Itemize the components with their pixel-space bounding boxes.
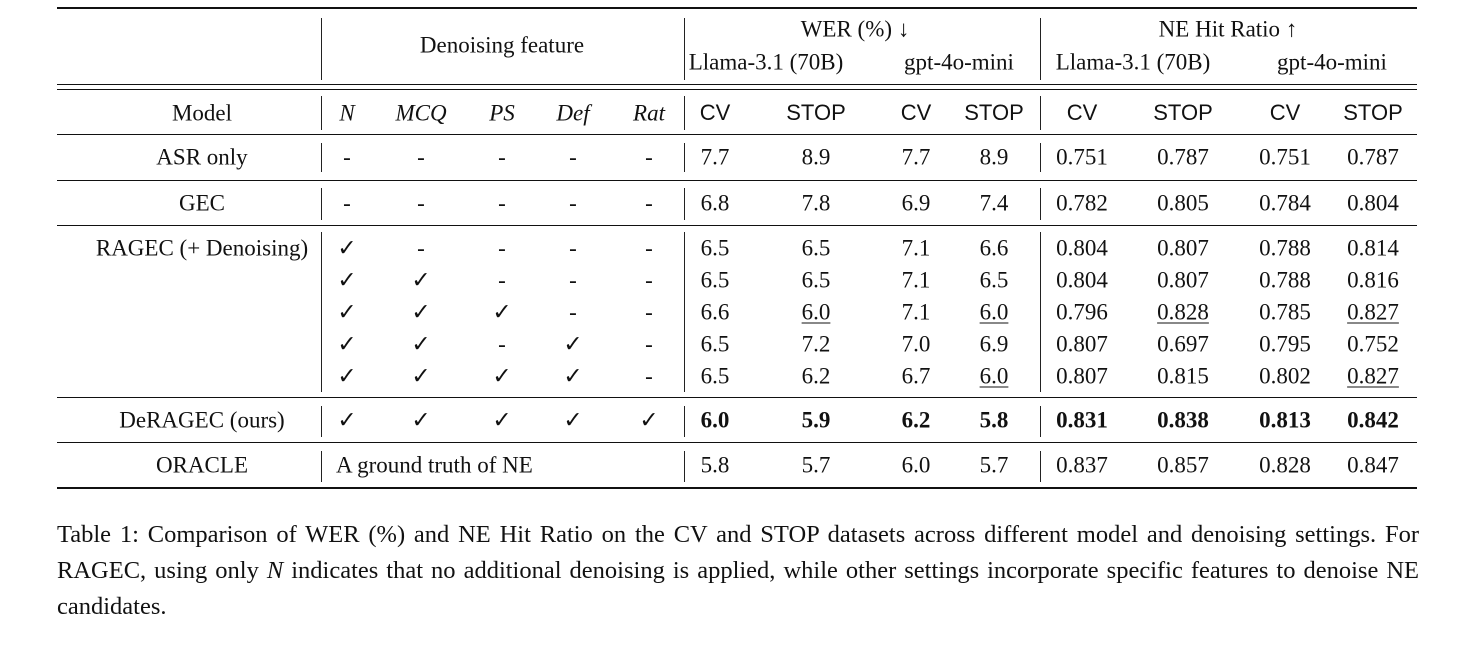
feature-absent-dash: - xyxy=(645,363,653,389)
feature-header-rat: Rat xyxy=(633,100,665,126)
table-cell-value: 6.6 xyxy=(700,299,730,325)
column-separator-5-0 xyxy=(321,406,322,437)
table-cell-value: 6.5 xyxy=(801,267,831,293)
column-separator-6-2 xyxy=(1040,451,1041,482)
feature-header-ps: PS xyxy=(489,100,515,126)
feature-header-mcq: MCQ xyxy=(395,100,447,126)
feature-absent-dash: - xyxy=(498,144,506,170)
table-cell-value: 0.752 xyxy=(1347,331,1399,357)
table-cell-value: 7.1 xyxy=(901,235,931,261)
dataset-header-stop: STOP xyxy=(786,100,846,125)
table-cell-value: 0.814 xyxy=(1347,235,1399,261)
feature-check-icon: ✓ xyxy=(492,363,512,389)
column-separator-5-1 xyxy=(684,406,685,437)
column-separator-3-1 xyxy=(684,188,685,220)
table-cell-value: 0.847 xyxy=(1347,452,1399,478)
row-model-label: ORACLE xyxy=(156,452,248,478)
feature-check-icon: ✓ xyxy=(492,299,512,325)
table-cell-value: 5.9 xyxy=(801,407,831,433)
column-separator-0-1 xyxy=(684,18,685,80)
table-cell-value: 0.804 xyxy=(1056,267,1108,293)
table-cell-value: 7.1 xyxy=(901,299,931,325)
table-cell-value: 0.788 xyxy=(1259,235,1311,261)
dataset-header-stop: STOP xyxy=(1153,100,1213,125)
table-cell-value: 6.0 xyxy=(700,407,730,433)
model-column-header: Model xyxy=(171,100,233,126)
column-separator-0-0 xyxy=(321,18,322,80)
table-cell-value: 0.837 xyxy=(1056,452,1108,478)
feature-absent-dash: - xyxy=(498,267,506,293)
table-cell-value: 5.7 xyxy=(979,452,1009,478)
table-cell-value: 0.804 xyxy=(1056,235,1108,261)
table-cell-value: 8.9 xyxy=(801,144,831,170)
ne-hit-header: NE Hit Ratio ↑ xyxy=(1158,16,1298,42)
feature-absent-dash: - xyxy=(645,190,653,216)
table-cell-value: 6.7 xyxy=(901,363,931,389)
header-double-rule-b xyxy=(57,89,1417,90)
table-cell-value: 6.0 xyxy=(979,363,1009,389)
column-separator-2-2 xyxy=(1040,143,1041,172)
table-cell-value: 0.785 xyxy=(1259,299,1311,325)
feature-header-n: N xyxy=(339,100,355,126)
table-cell-value: 0.807 xyxy=(1157,235,1209,261)
llm-header-wer-gpt: gpt-4o-mini xyxy=(904,49,1014,75)
table-cell-value: 7.0 xyxy=(901,331,931,357)
table-cell-value: 0.805 xyxy=(1157,190,1209,216)
column-separator-4-0 xyxy=(321,232,322,392)
table-cell-value: 0.807 xyxy=(1056,331,1108,357)
column-separator-1-0 xyxy=(321,96,322,130)
table-cell-value: 6.9 xyxy=(901,190,931,216)
caption-suffix: indicates that no additional denoising is applied, while other settings incorporate specific features to denoise NE candidates. xyxy=(57,557,1419,620)
table-cell-value: 0.796 xyxy=(1056,299,1108,325)
header-double-rule-a xyxy=(57,84,1417,85)
feature-check-icon: ✓ xyxy=(492,407,512,433)
dataset-header-cv: CV xyxy=(1269,100,1301,125)
column-separator-6-0 xyxy=(321,451,322,482)
feature-check-icon: ✓ xyxy=(411,299,431,325)
dataset-header-stop: STOP xyxy=(964,100,1024,125)
table-cell-value: 0.828 xyxy=(1259,452,1311,478)
column-separator-1-1 xyxy=(684,96,685,130)
table-cell-value: 7.4 xyxy=(979,190,1009,216)
table-cell-value: 0.751 xyxy=(1056,144,1108,170)
row-rule-3 xyxy=(57,225,1417,226)
table-cell-value: 6.5 xyxy=(801,235,831,261)
feature-absent-dash: - xyxy=(645,267,653,293)
table-cell-value: 0.751 xyxy=(1259,144,1311,170)
results-table xyxy=(57,0,1417,500)
dataset-header-cv: CV xyxy=(1066,100,1098,125)
table-cell-value: 0.782 xyxy=(1056,190,1108,216)
feature-absent-dash: - xyxy=(417,235,425,261)
feature-absent-dash: - xyxy=(569,267,577,293)
feature-check-icon: ✓ xyxy=(563,331,583,357)
table-cell-value: 6.5 xyxy=(700,331,730,357)
table-cell-value: 5.8 xyxy=(700,452,730,478)
table-cell-value: 7.7 xyxy=(700,144,730,170)
table-cell-value: 6.6 xyxy=(979,235,1009,261)
column-separator-5-2 xyxy=(1040,406,1041,437)
llm-header-ne-llama: Llama-3.1 (70B) xyxy=(1055,49,1211,75)
table-cell-value: 6.5 xyxy=(979,267,1009,293)
wer-header: WER (%) ↓ xyxy=(800,16,910,42)
caption-italic-n: N xyxy=(266,557,284,584)
row-model-label: RAGEC (+ Denoising) xyxy=(95,235,309,261)
llm-header-ne-gpt: gpt-4o-mini xyxy=(1277,49,1387,75)
dataset-header-cv: CV xyxy=(699,100,731,125)
table-cell-value: 0.697 xyxy=(1157,331,1209,357)
table-cell-value: 0.795 xyxy=(1259,331,1311,357)
feature-check-icon: ✓ xyxy=(411,407,431,433)
column-separator-0-2 xyxy=(1040,18,1041,80)
feature-absent-dash: - xyxy=(569,190,577,216)
table-cell-value: 0.807 xyxy=(1056,363,1108,389)
table-cell-value: 0.787 xyxy=(1157,144,1209,170)
feature-absent-dash: - xyxy=(569,235,577,261)
table-cell-value: 6.0 xyxy=(901,452,931,478)
table-caption xyxy=(57,517,1419,625)
feature-absent-dash: - xyxy=(645,235,653,261)
dataset-header-stop: STOP xyxy=(1343,100,1403,125)
feature-check-icon: ✓ xyxy=(337,299,357,325)
feature-absent-dash: - xyxy=(569,144,577,170)
denoising-feature-header: Denoising feature xyxy=(419,32,585,58)
table-cell-value: 0.831 xyxy=(1056,407,1108,433)
row-model-label: ASR only xyxy=(156,144,248,170)
row-rule-5 xyxy=(57,442,1417,443)
row-rule-2 xyxy=(57,180,1417,181)
bottom-rule xyxy=(57,487,1417,489)
table-cell-value: 0.787 xyxy=(1347,144,1399,170)
table-cell-value: 0.804 xyxy=(1347,190,1399,216)
column-separator-4-1 xyxy=(684,232,685,392)
row-rule-4 xyxy=(57,397,1417,398)
feature-absent-dash: - xyxy=(343,144,351,170)
table-cell-value: 0.807 xyxy=(1157,267,1209,293)
table-cell-value: 0.827 xyxy=(1347,363,1399,389)
table-cell-value: 6.8 xyxy=(700,190,730,216)
table-cell-value: 7.7 xyxy=(901,144,931,170)
feature-check-icon: ✓ xyxy=(337,331,357,357)
row-model-label: DeRAGEC (ours) xyxy=(119,407,285,433)
table-cell-value: 7.1 xyxy=(901,267,931,293)
table-cell-value: 0.857 xyxy=(1157,452,1209,478)
table-cell-value: 5.8 xyxy=(979,407,1009,433)
table-cell-value: 0.813 xyxy=(1259,407,1311,433)
table-cell-value: 0.838 xyxy=(1157,407,1209,433)
feature-absent-dash: - xyxy=(645,144,653,170)
feature-absent-dash: - xyxy=(498,235,506,261)
table-cell-value: 6.0 xyxy=(801,299,831,325)
table-cell-value: 0.802 xyxy=(1259,363,1311,389)
column-separator-3-2 xyxy=(1040,188,1041,220)
feature-absent-dash: - xyxy=(645,331,653,357)
caption-prefix: Table 1: Comparison of WER (%) and NE Hit Ratio on the CV and STOP datasets across different model and denoising settings. For RAGEC, using only xyxy=(57,521,1419,584)
feature-absent-dash: - xyxy=(417,144,425,170)
table-cell-value: 0.816 xyxy=(1347,267,1399,293)
feature-check-icon: ✓ xyxy=(337,267,357,293)
feature-check-icon: ✓ xyxy=(411,267,431,293)
row-rule-1 xyxy=(57,134,1417,135)
column-separator-2-0 xyxy=(321,143,322,172)
feature-check-icon: ✓ xyxy=(337,363,357,389)
column-separator-3-0 xyxy=(321,188,322,220)
table-cell-value: 6.9 xyxy=(979,331,1009,357)
feature-absent-dash: - xyxy=(417,190,425,216)
feature-check-icon: ✓ xyxy=(337,407,357,433)
feature-absent-dash: - xyxy=(569,299,577,325)
table-cell-value: 7.8 xyxy=(801,190,831,216)
column-separator-4-2 xyxy=(1040,232,1041,392)
table-cell-value: 0.815 xyxy=(1157,363,1209,389)
oracle-feature-text: A ground truth of NE xyxy=(336,452,533,478)
feature-absent-dash: - xyxy=(343,190,351,216)
column-separator-1-2 xyxy=(1040,96,1041,130)
table-cell-value: 0.842 xyxy=(1347,407,1399,433)
top-rule xyxy=(57,7,1417,9)
table-cell-value: 0.828 xyxy=(1157,299,1209,325)
feature-check-icon: ✓ xyxy=(639,407,659,433)
feature-absent-dash: - xyxy=(645,299,653,325)
table-cell-value: 6.5 xyxy=(700,267,730,293)
feature-header-def: Def xyxy=(556,100,590,126)
feature-absent-dash: - xyxy=(498,331,506,357)
llm-header-wer-llama: Llama-3.1 (70B) xyxy=(688,49,844,75)
table-cell-value: 6.2 xyxy=(801,363,831,389)
table-cell-value: 6.0 xyxy=(979,299,1009,325)
column-separator-6-1 xyxy=(684,451,685,482)
table-cell-value: 6.5 xyxy=(700,363,730,389)
feature-check-icon: ✓ xyxy=(563,363,583,389)
table-cell-value: 0.784 xyxy=(1259,190,1311,216)
table-cell-value: 8.9 xyxy=(979,144,1009,170)
table-cell-value: 0.827 xyxy=(1347,299,1399,325)
feature-check-icon: ✓ xyxy=(337,235,357,261)
feature-check-icon: ✓ xyxy=(411,331,431,357)
table-cell-value: 6.5 xyxy=(700,235,730,261)
table-cell-value: 0.788 xyxy=(1259,267,1311,293)
table-cell-value: 6.2 xyxy=(901,407,931,433)
feature-check-icon: ✓ xyxy=(411,363,431,389)
feature-absent-dash: - xyxy=(498,190,506,216)
dataset-header-cv: CV xyxy=(900,100,932,125)
table-cell-value: 5.7 xyxy=(801,452,831,478)
column-separator-2-1 xyxy=(684,143,685,172)
feature-check-icon: ✓ xyxy=(563,407,583,433)
row-model-label: GEC xyxy=(179,190,225,216)
table-cell-value: 7.2 xyxy=(801,331,831,357)
